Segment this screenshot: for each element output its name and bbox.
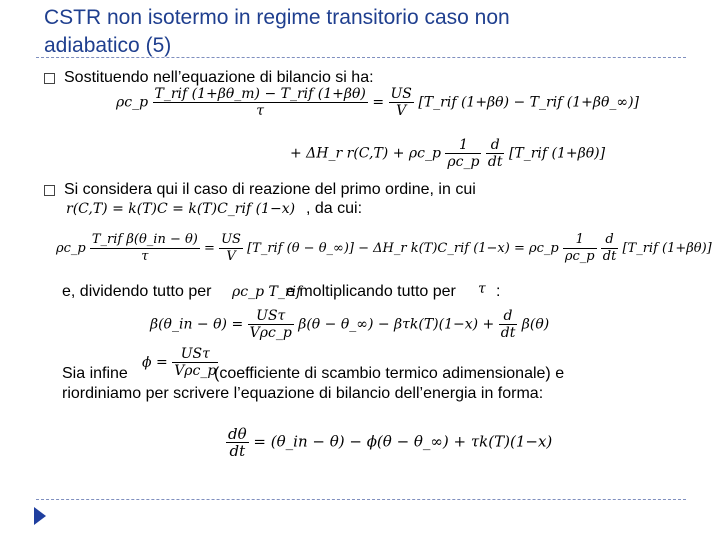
eq1-lhs-fraction: [153, 86, 368, 119]
eq3-derivative: [499, 308, 518, 341]
top-divider: [36, 57, 686, 58]
play-arrow-icon[interactable]: [34, 507, 46, 525]
eq2-derivative-num: d: [601, 232, 619, 249]
multiplying-text: e moltiplicando tutto per: [286, 283, 456, 300]
eq4-derivative-den: dt: [229, 442, 246, 460]
eq2-derivative: [601, 232, 619, 265]
eq1-rhs: [T_rif (1+βθ) − T_rif (1+βθ_∞)]: [418, 94, 640, 111]
eq3-end: β(θ): [521, 316, 550, 333]
eq1-us-fraction: [389, 86, 414, 119]
eq4-derivative-num: dθ: [228, 425, 247, 443]
eq2-equals: =: [204, 241, 215, 256]
dividing-text: e, dividendo tutto per: [62, 283, 212, 300]
coefficient-text: (coefficiente di scambio termico adimensionale) e: [214, 365, 565, 382]
equation-3: [150, 308, 549, 341]
eq1-line2-frac1-den: ρc_p: [447, 154, 480, 170]
eq1-us-den: V: [396, 103, 407, 119]
eq1-line2-start: + ΔH_r r(C,T) + ρc_p: [290, 145, 441, 162]
riordiniamo-text: riordiniamo per scrivere l’equazione di bilancio dell’energia in forma:: [62, 385, 544, 402]
rate-equation: r(C,T) = k(T)C = k(T)C_rif (1−x): [66, 201, 296, 217]
eq1-lhs-num: T_rif (1+βθ_m) − T_rif (1+βθ): [154, 86, 366, 102]
equation-4: [226, 426, 552, 459]
title-line-2: adiabatico (5): [44, 34, 172, 57]
equation-1: [116, 86, 639, 119]
phi-lhs: ϕ =: [142, 354, 168, 371]
eq2-end: [T_rif (1+βθ)]: [622, 241, 712, 256]
tau-symbol: τ: [478, 281, 486, 297]
eq1-line2-frac1: [445, 137, 481, 170]
eq1-line2-frac1-num: 1: [445, 137, 481, 154]
eq2-derivative-den: dt: [602, 249, 617, 264]
eq2-lhs-num: T_rif β(θ_in − θ): [91, 232, 198, 247]
eq1-line2-end: [T_rif (1+βθ)]: [508, 145, 606, 162]
eq3-fraction: [248, 308, 294, 341]
square-bullet-icon: [44, 73, 55, 84]
eq1-us-num: US: [390, 86, 412, 102]
eq2-us-den: V: [226, 249, 236, 264]
eq1-derivative-num: d: [486, 137, 505, 154]
sia-text: Sia infine: [62, 365, 128, 382]
bullet-2-tail: , da cui:: [306, 200, 363, 217]
colon-text: :: [496, 283, 501, 300]
bullet-1-text: Sostituendo nell’equazione di bilancio si ha:: [64, 69, 374, 86]
title-line-1: CSTR non isotermo in regime transitorio caso non: [44, 6, 510, 29]
eq1-equals: =: [372, 94, 385, 111]
eq3-den: Vρc_p: [249, 325, 292, 341]
eq2-rhs: [T_rif (θ − θ_∞)] − ΔH_r k(T)C_rif (1−x) = ρc_p: [247, 241, 559, 256]
bottom-divider: [36, 499, 686, 500]
eq3-lhs: β(θ_in − θ) =: [150, 316, 244, 333]
equation-2: [56, 232, 712, 265]
eq1-lhs-den: τ: [256, 103, 265, 119]
eq2-us-fraction: [219, 232, 243, 265]
slide-title: [44, 4, 684, 60]
eq2-us-num: US: [221, 232, 241, 247]
eq3-num: USτ: [248, 308, 294, 325]
eq4-derivative: [226, 426, 249, 459]
eq1-derivative: [486, 137, 505, 170]
eq3-derivative-den: dt: [500, 325, 516, 341]
eq2-prefix: ρc_p: [56, 241, 86, 256]
square-bullet-icon: [44, 185, 55, 196]
eq1-prefix: ρc_p: [116, 94, 149, 111]
phi-num: USτ: [172, 346, 218, 363]
phi-den: Vρc_p: [174, 363, 217, 379]
eq2-rhs-frac-den: ρc_p: [564, 249, 595, 264]
eq2-rhs-frac-num: 1: [563, 232, 597, 249]
equation-1-line-2: [290, 137, 605, 170]
eq2-rhs-frac: [563, 232, 597, 265]
phi-definition: [142, 346, 218, 379]
eq1-derivative-den: dt: [487, 154, 503, 170]
bullet-2-text: Si considera qui il caso di reazione del primo ordine, in cui: [64, 181, 476, 198]
divide-factor: ρc_p T_rif: [232, 284, 302, 300]
eq3-derivative-num: d: [499, 308, 518, 325]
eq2-lhs-fraction: [90, 232, 200, 265]
eq4-rhs: = (θ_in − θ) − ϕ(θ − θ_∞) + τk(T)(1−x): [253, 432, 553, 451]
eq2-lhs-den: τ: [141, 249, 149, 264]
eq3-mid: β(θ − θ_∞) − βτk(T)(1−x) +: [298, 316, 495, 333]
phi-fraction: [172, 346, 218, 379]
